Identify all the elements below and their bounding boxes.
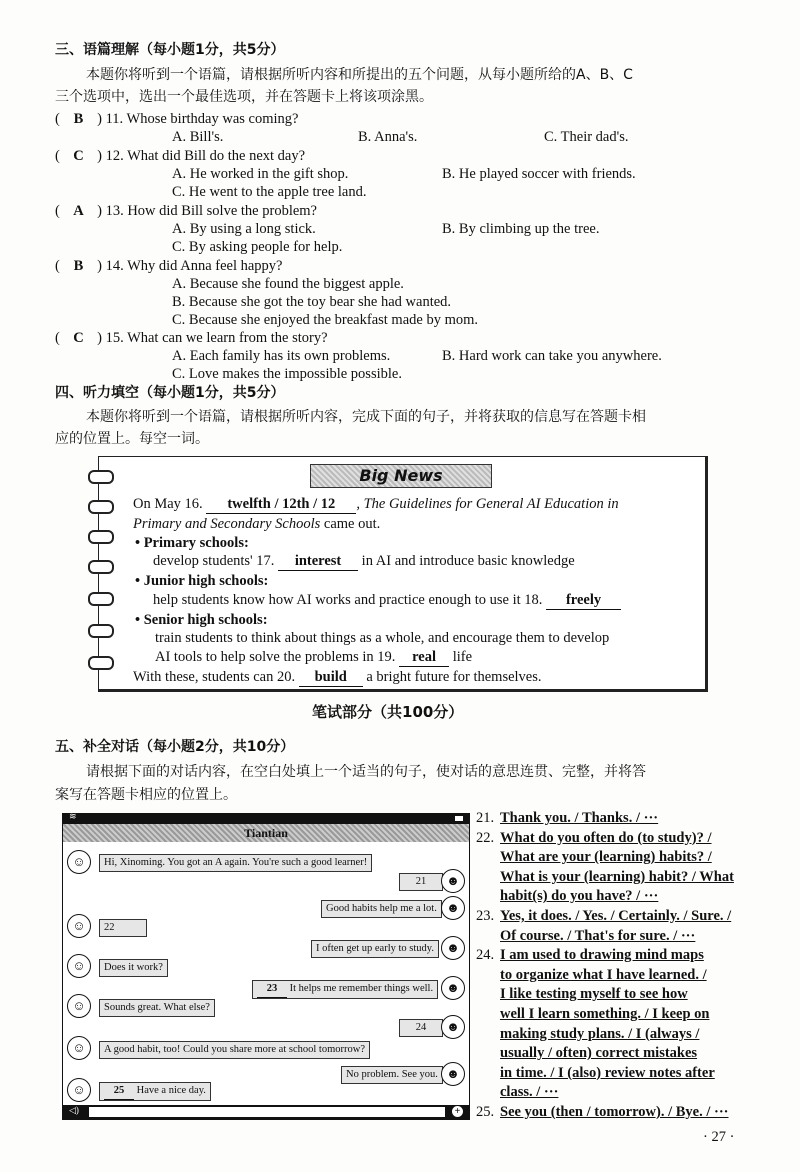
answer-number: 22.	[476, 829, 495, 846]
option: C. Their dad's.	[544, 129, 629, 145]
section4-intro-1: 本题你将听到一个语篇，请根据所听内容，完成下面的句子，并将获取的信息写在答题卡相	[86, 409, 646, 425]
question-12: ( C ) 12. What did Bill do the next day?	[55, 148, 306, 164]
section3-intro-2: 三个选项中，选出一个最佳选项，并在答题卡上将该项涂黑。	[55, 89, 433, 105]
answer-number: 25.	[476, 1104, 495, 1120]
voice-icon[interactable]: ◁)	[69, 1105, 79, 1115]
ring-icon	[88, 470, 114, 484]
avatar: ☺	[67, 914, 91, 938]
chat-message: 25 Have a nice day.	[99, 1082, 211, 1101]
answer-number: 21.	[476, 810, 495, 826]
avatar: ☻	[441, 896, 465, 920]
plus-icon[interactable]: +	[452, 1106, 463, 1117]
answer-line: What are your (learning) habits? /	[500, 849, 712, 866]
answer-line: What do you often do (to study)? /	[500, 829, 712, 846]
chat-window	[62, 813, 470, 1120]
answer-mark: C	[73, 330, 84, 346]
news-heading: • Primary schools:	[135, 535, 249, 551]
ring-icon	[88, 500, 114, 514]
news-line: AI tools to help solve the problems in 19. real life	[155, 649, 473, 665]
avatar: ☺	[67, 954, 91, 978]
news-line: develop students' 17. interest in AI and introduce basic knowledge	[153, 553, 575, 569]
chat-message: Sounds great. What else?	[99, 999, 215, 1017]
option: A. Bill's.	[172, 129, 224, 145]
section3-intro-1: 本题你将听到一个语篇，请根据所听内容和所提出的五个问题，从每小题所给的A、B、C	[86, 67, 633, 83]
written-part-header: 笔试部分（共100分）	[312, 703, 464, 721]
chat-input-bar	[63, 1105, 469, 1119]
answer-line: habit(s) do you have? / ···	[500, 888, 659, 905]
news-heading: • Junior high schools:	[135, 573, 269, 589]
option: A. He worked in the gift shop.	[172, 166, 349, 182]
question-13: ( A ) 13. How did Bill solve the problem?	[55, 203, 317, 219]
chat-message: A good habit, too! Could you share more at school tomorrow?	[99, 1041, 370, 1059]
chat-message: Good habits help me a lot.	[321, 900, 442, 918]
news-line: On May 16. twelfth / 12th / 12 , The Guidelines for General AI Education in	[133, 496, 619, 512]
option: C. By asking people for help.	[172, 239, 343, 255]
chat-input[interactable]	[89, 1107, 445, 1117]
option: B. By climbing up the tree.	[442, 221, 600, 237]
avatar: ☻	[441, 869, 465, 893]
answer-line: Thank you. / Thanks. / ···	[500, 810, 659, 826]
avatar: ☺	[67, 1078, 91, 1102]
answer-mark: A	[73, 203, 84, 219]
section3-header: 三、语篇理解（每小题1分，共5分）	[55, 42, 285, 58]
ring-icon	[88, 592, 114, 606]
answer-line: to organize what I have learned. /	[500, 966, 707, 983]
option: C. Love makes the impossible possible.	[172, 366, 402, 382]
option: A. By using a long stick.	[172, 221, 316, 237]
question-11: ( B ) 11. Whose birthday was coming?	[55, 111, 299, 127]
answer-line: What is your (learning) habit? / What	[500, 868, 734, 885]
chat-message: Hi, Xinoming. You got an A again. You're such a good learner!	[99, 854, 372, 872]
option: B. Anna's.	[358, 129, 418, 145]
answer-mark: B	[73, 111, 84, 127]
chat-blank: 22	[99, 919, 147, 937]
avatar: ☻	[441, 1062, 465, 1086]
avatar: ☺	[67, 850, 91, 874]
news-line: Primary and Secondary Schools came out.	[133, 516, 381, 532]
chat-message: I often get up early to study.	[311, 940, 439, 958]
news-heading: • Senior high schools:	[135, 612, 268, 628]
wifi-icon: ≋	[69, 811, 77, 821]
ring-icon	[88, 624, 114, 638]
news-line: With these, students can 20. build a bright future for themselves.	[133, 669, 542, 685]
answer-line: Yes, it does. / Yes. / Certainly. / Sure. /	[500, 908, 732, 924]
answer-mark: B	[73, 258, 84, 274]
option: A. Because she found the biggest apple.	[172, 276, 404, 292]
answer-line: I like testing myself to see how	[500, 986, 688, 1003]
avatar: ☻	[441, 976, 465, 1000]
news-title: Big News	[310, 464, 492, 488]
section4-header: 四、听力填空（每小题1分，共5分）	[55, 385, 285, 401]
option: B. Hard work can take you anywhere.	[442, 348, 662, 364]
question-15: ( C ) 15. What can we learn from the story?	[55, 330, 328, 346]
answer-line: making study plans. / I (always /	[500, 1025, 700, 1042]
chat-blank: 24	[399, 1019, 443, 1037]
battery-icon	[455, 816, 463, 821]
chat-blank: 21	[399, 873, 443, 891]
avatar: ☻	[441, 936, 465, 960]
page-number: · 27 ·	[703, 1129, 735, 1145]
section5-header: 五、补全对话（每小题2分，共10分）	[55, 739, 295, 755]
answer-number: 23.	[476, 908, 495, 924]
answer-line: in time. / I (also) review notes after	[500, 1064, 715, 1081]
chat-message: Does it work?	[99, 959, 168, 977]
answer-line: class. / ···	[500, 1084, 559, 1101]
option: C. Because she enjoyed the breakfast made by mom.	[172, 312, 479, 328]
answer-number: 24.	[476, 947, 495, 964]
answer-line: See you (then / tomorrow). / Bye. / ···	[500, 1104, 729, 1120]
avatar: ☺	[67, 1036, 91, 1060]
status-bar	[63, 811, 469, 824]
question-14: ( B ) 14. Why did Anna feel happy?	[55, 258, 283, 274]
news-line: train students to think about things as a whole, and encourage them to develop	[155, 630, 610, 646]
answer-line: well I learn something. / I keep on	[500, 1006, 710, 1022]
news-line: help students know how AI works and practice enough to use it 18. freely	[153, 591, 621, 610]
option: B. He played soccer with friends.	[442, 166, 636, 182]
section5-intro-1: 请根据下面的对话内容，在空白处填上一个适当的句子，使对话的意思连贯、完整，并将答	[86, 764, 646, 780]
option: B. Because she got the toy bear she had wanted.	[172, 294, 452, 310]
ring-icon	[88, 530, 114, 544]
section4-intro-2: 应的位置上。每空一词。	[55, 431, 209, 447]
option: C. He went to the apple tree land.	[172, 184, 367, 200]
answer-mark: C	[73, 148, 84, 164]
answer-line: Of course. / That's for sure. / ···	[500, 927, 696, 944]
section5-intro-2: 案写在答题卡相应的位置上。	[55, 787, 237, 803]
chat-message: 23 It helps me remember things well.	[252, 980, 438, 999]
avatar: ☺	[67, 994, 91, 1018]
ring-icon	[88, 560, 114, 574]
answer-line: usually / often) correct mistakes	[500, 1045, 698, 1062]
chat-title: Tiantian	[63, 824, 469, 842]
option: A. Each family has its own problems.	[172, 348, 391, 364]
answer-line: I am used to drawing mind maps	[500, 947, 704, 964]
ring-icon	[88, 656, 114, 670]
avatar: ☻	[441, 1015, 465, 1039]
chat-message: No problem. See you.	[341, 1066, 443, 1084]
